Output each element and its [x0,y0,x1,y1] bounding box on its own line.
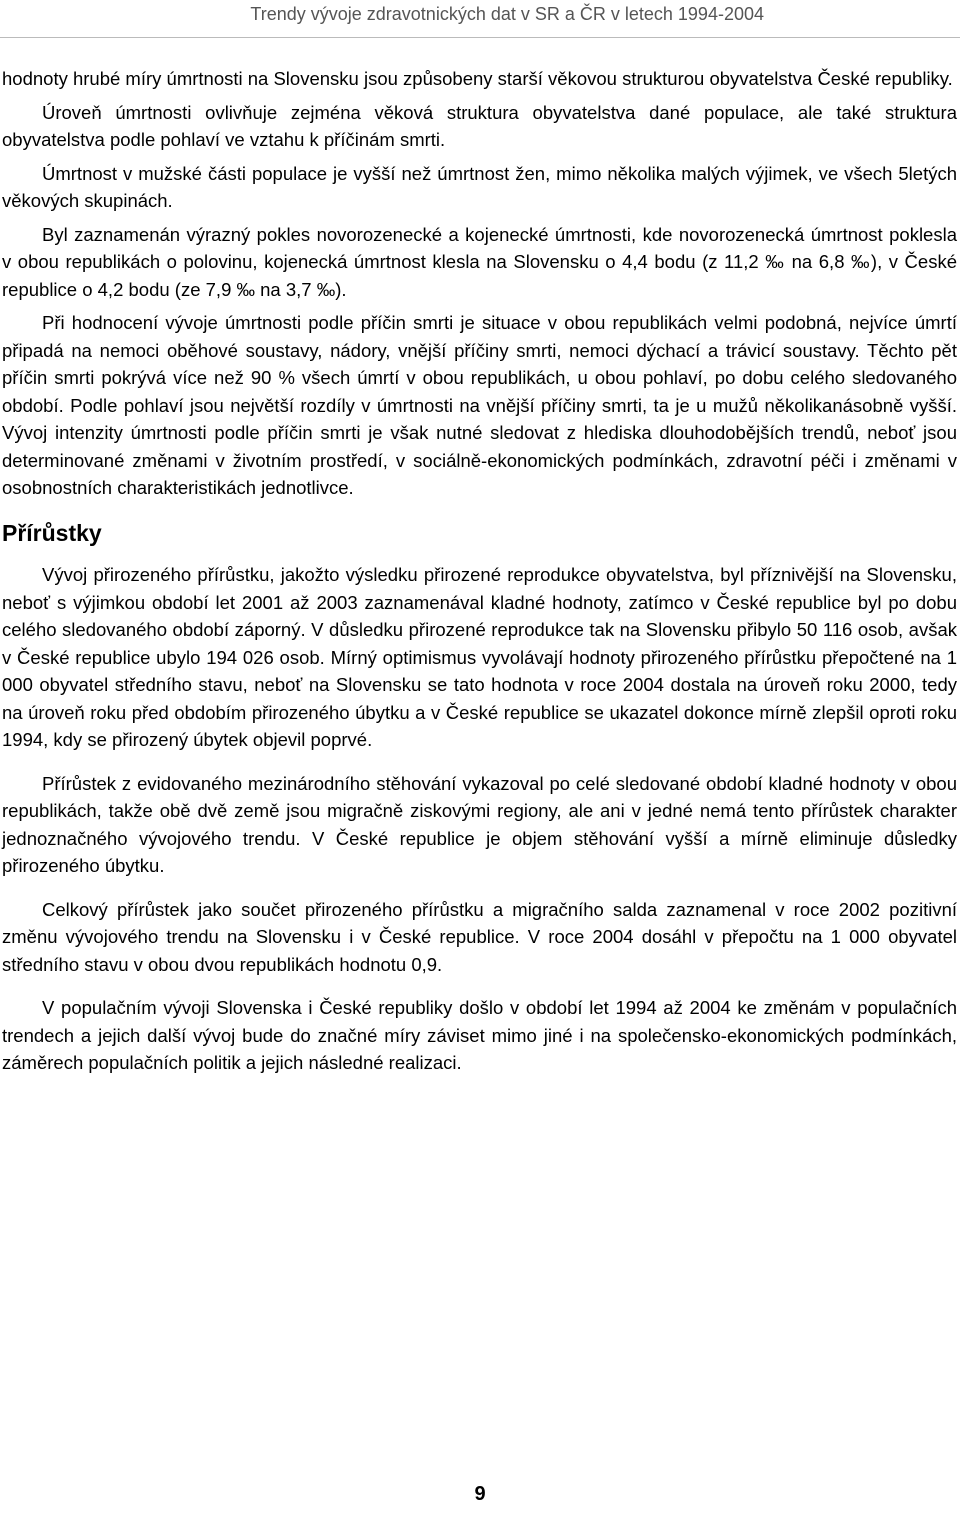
section-heading-prirustky: Přírůstky [2,519,102,546]
paragraph-causes-of-death: Při hodnocení vývoje úmrtnosti podle příčin smrti je situace v obou republikách velmi podobná, nejvíce úmrtí připadá na nemoci oběhové soustavy, nádory, vnější příčiny smrti, nemoci dýchací a trávicí soustavy. Těchto pět příčin smrti pokrývá více než 90 % všech úmrtí v obou republikách, u obou pohlaví, po dobu celého sledovaného období. Podle pohlaví jsou největší rozdíly v úmrtnosti na vnější příčiny smrti, ta je u mužů několikanásobně vyšší. Vývoj intenzity úmrtnosti podle příčin smrti je však nutné sledovat z hlediska dlouhodobějších trendů, neboť jsou determinované změnami v životním prostředí, v sociálně-ekonomických podmínkách, zdravotní péči i změnami v osobnostních charakteristikách jednotlivce. [2,312,957,498]
paragraph-migration: Přírůstek z evidovaného mezinárodního stěhování vykazoval po celé sledované období kladné hodnoty v obou republikách, takže obě dvě země jsou migračně ziskovými regiony, ale ani v jedné nemá tento přírůstek charakter jednoznačného vývojového trendu. V České republice je objem stěhování vyšší a mírně eliminuje důsledky přirozeného úbytku. [2,772,957,876]
paragraph-infant-mortality: Byl zaznamenán výrazný pokles novorozenecké a kojenecké úmrtnosti, kde novorozenecká úmrtnost poklesla v obou republikách o polovinu, kojenecká úmrtnost klesla na Slovensku o 4,4 bodu (z 11,2 ‰ na 6,8 ‰), v České republice o 4,2 bodu (ze 7,9 ‰ na 3,7 ‰). [2,223,957,300]
page-content [2,65,957,1093]
paragraph-continuation: hodnoty hrubé míry úmrtnosti na Slovensku jsou způsobeny starší věkovou strukturou obyvatelstva České republiky. [2,68,953,89]
page-number: 9 [474,1483,486,1505]
header-rule [0,37,960,38]
paragraph-male-mortality: Úmrtnost v mužské části populace je vyšší než úmrtnost žen, mimo několika malých výjimek, ve všech 5letých věkových skupinách. [2,162,957,211]
paragraph-total-increase: Celkový přírůstek jako součet přirozeného přírůstku a migračního salda zaznamenal v roce 2002 pozitivní změnu vývojového trendu na Slovensku i v České republice. V roce 2004 dosáhl v přepočtu na 1 000 obyvatel středního stavu v obou dvou republikách hodnotu 0,9. [2,898,957,975]
running-header: Trendy vývoje zdravotnických dat v SR a ČR v letech 1994-2004 [250,4,764,24]
paragraph-mortality-structure: Úroveň úmrtnosti ovlivňuje zejména věková struktura obyvatelstva dané populace, ale také struktura obyvatelstva podle pohlaví ve vztahu k příčinám smrti. [2,101,957,150]
paragraph-conclusion: V populačním vývoji Slovenska i České republiky došlo v období let 1994 až 2004 ke změnám v populačních trendech a jejich další vývoj bude do značné míry záviset mimo jiné i na společensko-ekonomických podmínkách, záměrech populačních politik a jejich následné realizaci. [2,997,957,1073]
paragraph-natural-increase: Vývoj přirozeného přírůstku, jakožto výsledku přirozené reprodukce obyvatelstva, byl příznivější na Slovensku, neboť s výjimkou období let 2001 až 2003 zaznamenával kladné hodnoty, zatímco v České republice byl po dobu celého sledovaného období záporný. V důsledku přirozené reprodukce tak na Slovensku přibylo 50 116 osob, avšak v České republice ubylo 194 026 osob. Mírný optimismus vyvolávají hodnoty přirozeného přírůstku přepočtené na 1 000 obyvatel středního stavu, neboť na Slovensku se tato hodnota v roce 2004 dostala na úroveň roku 2000, tedy na úroveň roku před obdobím přirozeného úbytku a v České republice se ukazatel dokonce mírně zlepšil oproti roku 1994, kdy se přirozený úbytek objevil poprvé. [2,564,957,750]
